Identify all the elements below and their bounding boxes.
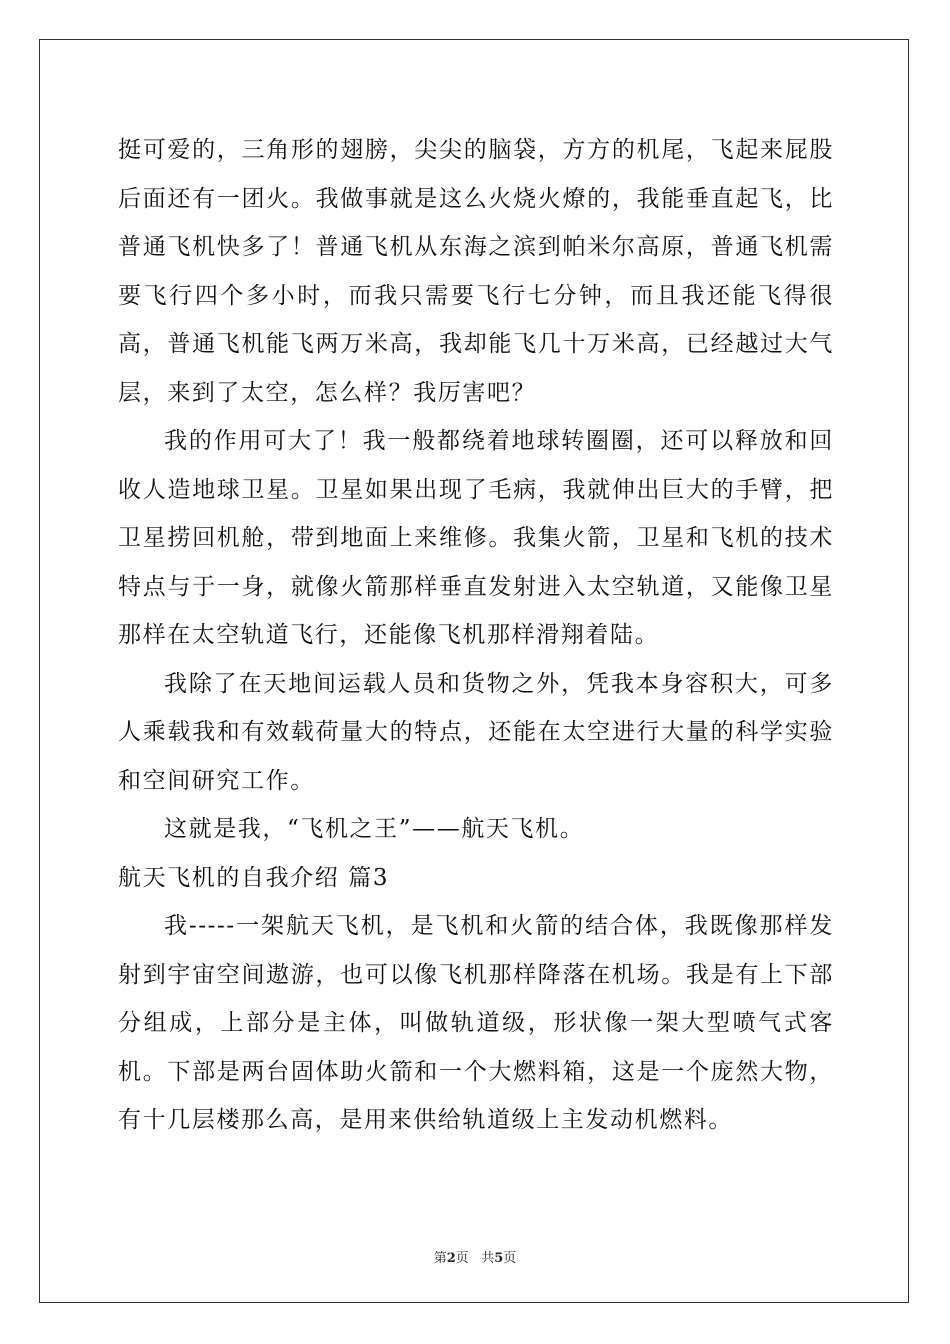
footer-total-prefix: 共 bbox=[481, 1251, 495, 1266]
paragraph-2: 我的作用可大了！我一般都绕着地球转圈圈，还可以释放和回收人造地球卫星。卫星如果出现了毛病，我就伸出巨大的手臂，把卫星捞回机舱，带到地面上来维修。我集火箭，卫星和飞机的技术特点与于一身，就像火箭那样垂直发射进入太空轨道，又能像卫星那样在太空轨道飞行，还能像飞机那样滑翔着陆。 bbox=[118, 428, 834, 648]
paragraph-3: 我除了在天地间运载人员和货物之外，凭我本身容积大，可多人乘载我和有效载荷量大的特点，还能在太空进行大量的科学实验和空间研究工作。 bbox=[118, 670, 834, 794]
footer-page-suffix: 页 bbox=[455, 1251, 469, 1266]
section-heading: 航天飞机的自我介绍 篇3 bbox=[118, 864, 390, 891]
paragraph-4: 这就是我，“飞机之王”——航天飞机。 bbox=[164, 816, 585, 842]
paragraph-1: 挺可爱的，三角形的翅膀，尖尖的脑袋，方方的机尾，飞起来屁股后面还有一团火。我做事就是这么火烧火燎的，我能垂直起飞，比普通飞机快多了！普通飞机从东海之滨到帕米尔高原，普通飞机需要飞行四个多小时，而我只需要飞行七分钟，而且我还能飞得很高，普通飞机能飞两万米高，我却能飞几十万米高，已经越过大气层，来到了太空，怎么样？我厉害吧？ bbox=[118, 137, 834, 406]
section-paragraph-1: 我-----一架航天飞机，是飞机和火箭的结合体，我既像那样发射到宇宙空间遨游，也可以像飞机那样降落在机场。我是有上下部分组成，上部分是主体，叫做轨道级，形状像一架大型喷气式客机。下部是两台固体助火箭和一个大燃料箱，这是一个庞然大物，有十几层楼那么高，是用来供给轨道级上主发动机燃料。 bbox=[118, 913, 834, 1133]
footer-total-pages: 5 bbox=[494, 1251, 504, 1266]
footer-page-prefix: 第 bbox=[433, 1251, 447, 1266]
page-footer bbox=[0, 1247, 950, 1266]
document-body bbox=[118, 126, 834, 1145]
footer-total-suffix: 页 bbox=[503, 1251, 517, 1266]
footer-page-number: 2 bbox=[446, 1251, 456, 1266]
